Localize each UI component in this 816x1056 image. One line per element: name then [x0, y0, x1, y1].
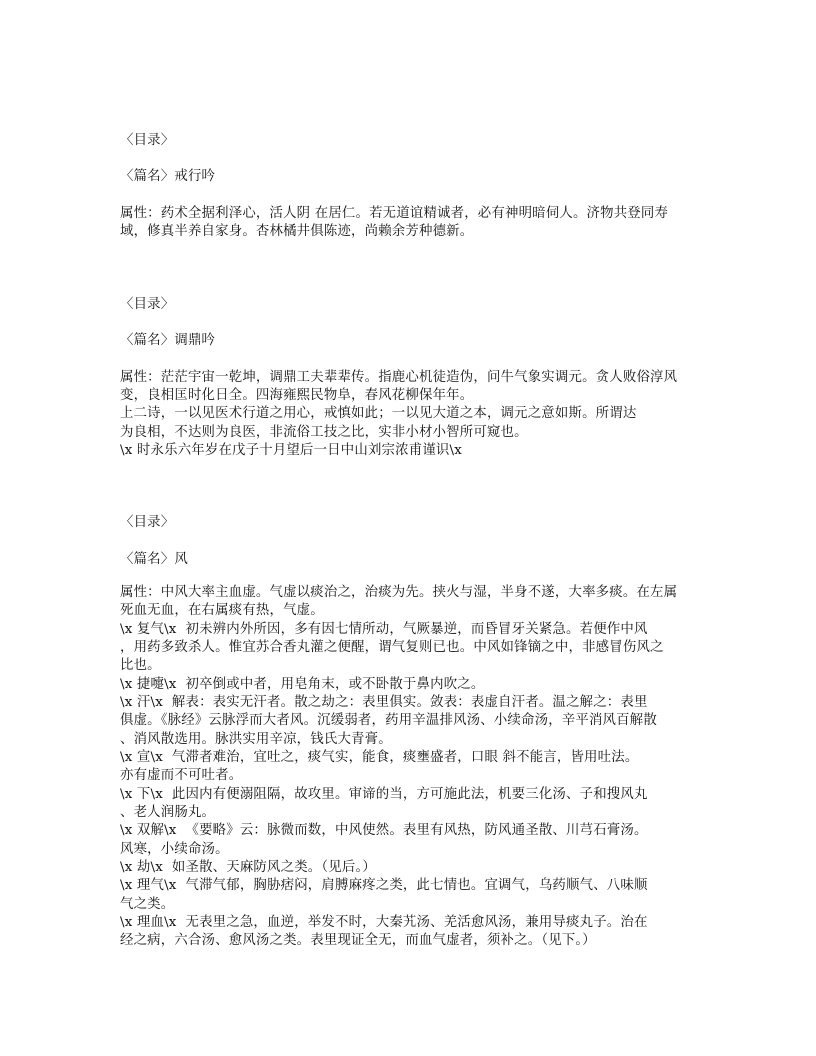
toc-marker: 〈目录〉	[120, 297, 175, 312]
text-line: \x 宣\x 气滞者难治，宜吐之，痰气实，能食，痰壅盛者，口眼 斜不能言，皆用吐法。	[120, 750, 639, 765]
text-line: 属性：药术全据利泽心，活人阴 在居仁。若无道谊精诚者，必有神明暗伺人。济物共登同寿	[120, 206, 669, 221]
text-line: \x 时永乐六年岁在戊子十月望后一日中山刘宗浓甫谨识\x	[120, 443, 462, 458]
section-title: 〈篇名〉调鼎吟	[120, 333, 216, 348]
text-line: ，用药多致杀人。惟宜苏合香丸灌之便醒，谓气复则已也。中风如锋镝之中，非感冒伤风之	[120, 640, 664, 655]
section-title: 〈篇名〉戒行吟	[120, 169, 216, 184]
text-line: \x 下\x 此因内有便溺阻隔，故攻里。审谛的当，方可施此法，机要三化汤、子和搜风丸	[120, 787, 648, 802]
text-line: 、老人润肠丸。	[120, 805, 216, 820]
toc-marker: 〈目录〉	[120, 133, 175, 148]
text-line: 比也。	[120, 658, 161, 673]
text-line: 、消风散选用。脉洪实用辛凉，钱氏大青膏。	[120, 732, 392, 747]
text-line: 上二诗，一以见医术行道之用心，戒慎如此；一以见大道之本，调元之意如斯。所谓达	[120, 406, 637, 421]
text-line: 气之类。	[120, 897, 175, 912]
text-line: 俱虚。《脉经》云脉浮而大者风。沉缓弱者，药用辛温排风汤、小续命汤，辛平消风百解散	[120, 713, 657, 728]
text-line: 为良相，不达则为良医，非流俗工技之比，实非小材小智所可窥也。	[120, 425, 528, 440]
text-line: 经之病，六合汤、愈风汤之类。表里现证全无，而血气虚者，须补之。（见下。）	[120, 933, 596, 948]
text-line: \x 复气\x 初未辨内外所因，多有因七情所动，气厥暴逆，而昏冒牙关紧急。若便作中风	[120, 622, 648, 637]
section-title: 〈篇名〉风	[120, 552, 188, 567]
text-line: 死血无血，在右属痰有热，气虚。	[120, 603, 324, 618]
text-line: \x 捷嚏\x 初卒倒或中者，用皂角末，或不卧散于鼻内吹之。	[120, 677, 485, 692]
text-line: \x 双解\x 《要略》云：脉微而数，中风使然。表里有风热，防风通圣散、川芎石膏汤。	[120, 823, 648, 838]
text-line: 风寒，小续命汤。	[120, 842, 229, 857]
text-line: 域，修真半养自家身。杏林橘井俱陈迹，尚赖余芳种德新。	[120, 224, 474, 239]
toc-marker: 〈目录〉	[120, 515, 175, 530]
text-line: 属性：茫茫宇宙一乾坤，调鼎工夫辈辈传。指鹿心机徒造伪，问牛气象实调元。贪人败俗淳风	[120, 370, 678, 385]
text-line: 变，良相匡时化日全。四海雍熙民物阜，春风花柳保年年。	[120, 388, 474, 403]
text-line: \x 劫\x 如圣散、天麻防风之类。（见后。）	[120, 860, 376, 875]
text-line: \x 理血\x 无表里之急，血逆，举发不时，大秦艽汤、羌活愈风汤，兼用导痰丸子。治在	[120, 915, 648, 930]
text-line: \x 汗\x 解表：表实无汗者。散之劫之：表里俱实。敛表：表虚自汗者。温之解之：表里	[120, 695, 648, 710]
text-line: 亦有虚而不可吐者。	[120, 768, 243, 783]
text-line: 属性：中风大率主血虚。气虚以痰治之，治痰为先。挟火与湿，半身不遂，大率多痰。在左属	[120, 585, 678, 600]
text-line: \x 理气\x 气滞气郁，胸胁痞闷，肩膊麻疼之类，此七情也。宜调气，乌药顺气、八味顺	[120, 878, 648, 893]
